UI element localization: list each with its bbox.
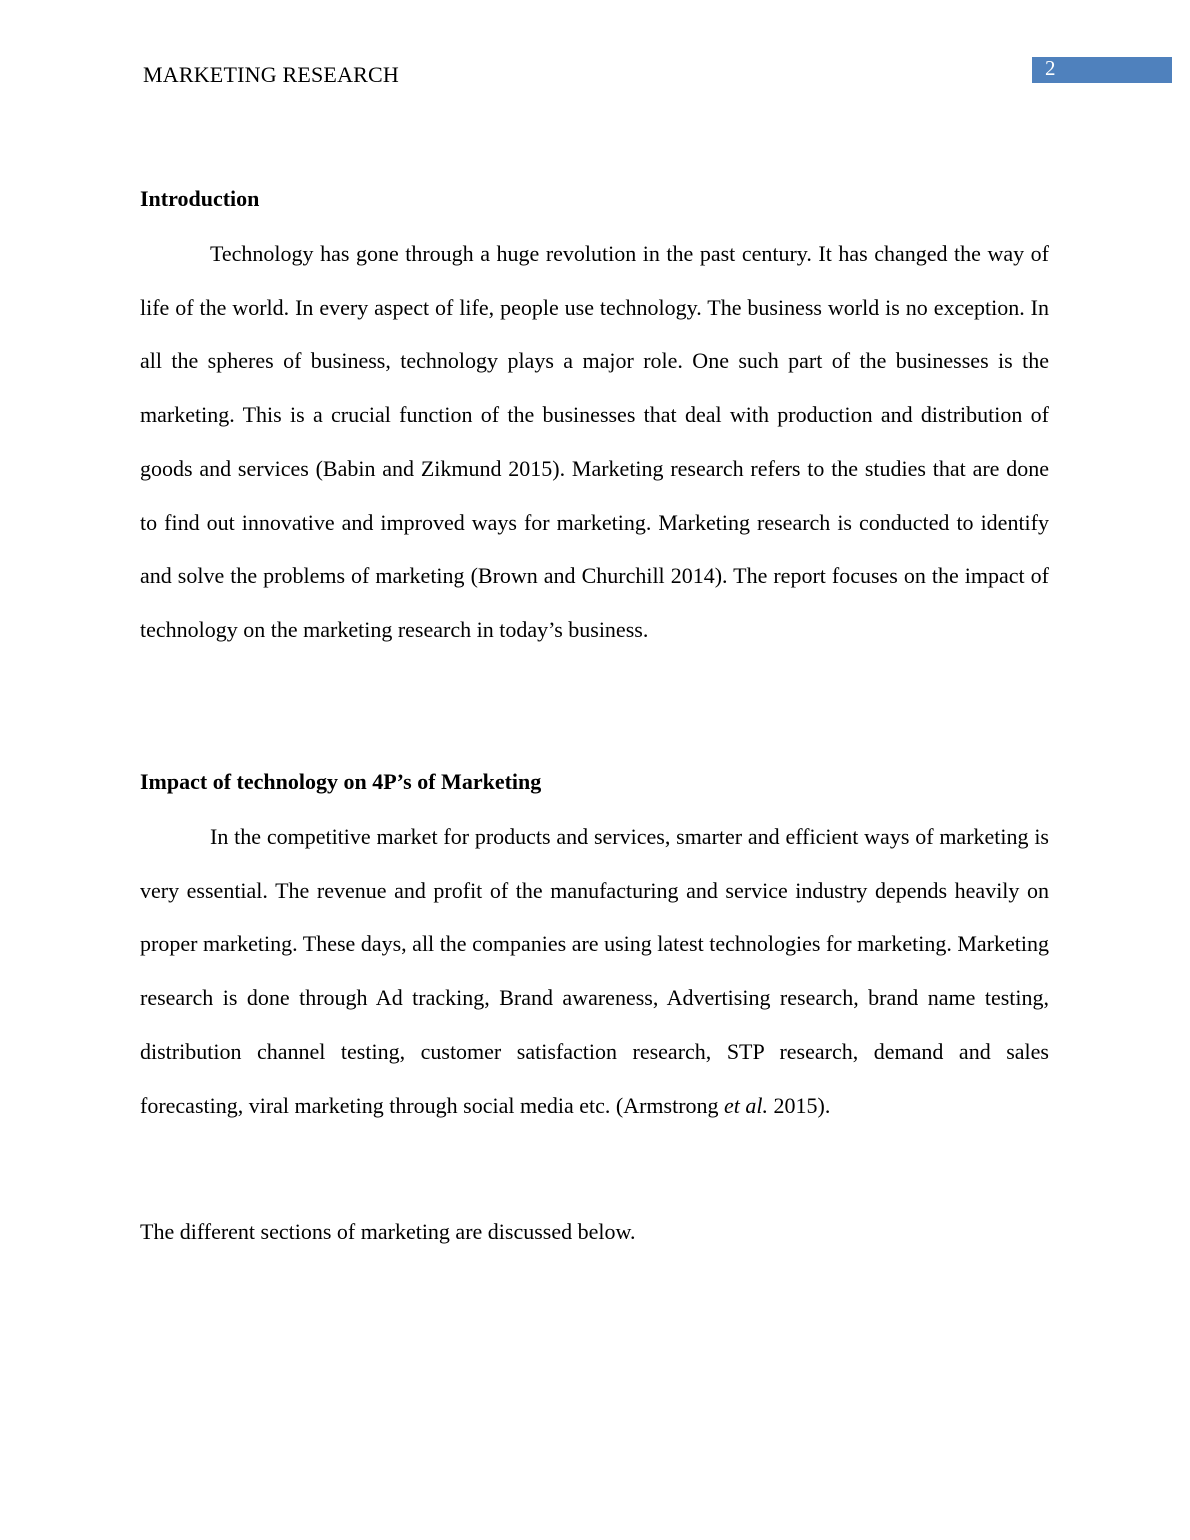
- introduction-heading: Introduction: [140, 186, 260, 211]
- introduction-paragraph: Technology has gone through a huge revolution in the past century. It has changed the way of life of the world. In every aspect of life, people use technology. The business world is no exception. In all the spheres of business, technology plays a major role. One such part of the businesses is the marketing. This is a crucial function of the businesses that deal with production and distribution of goods and services (Babin and Zikmund 2015). Marketing research refers to the studies that are done to find out innovative and improved ways for marketing. Marketing research is conducted to identify and solve the problems of marketing (Brown and Churchill 2014). The report focuses on the impact of technology on the marketing research in today’s business.: [140, 241, 1049, 642]
- page-number-badge: [1032, 57, 1172, 83]
- running-head: MARKETING RESEARCH: [143, 62, 399, 87]
- closing-section: [140, 1205, 1049, 1259]
- impact-heading: Impact of technology on 4P’s of Marketing: [140, 769, 542, 794]
- impact-paragraph: [140, 810, 1049, 1132]
- page-number: 2: [1045, 56, 1056, 80]
- citation-et-al: et al.: [724, 1092, 769, 1118]
- impact-section: [140, 810, 1049, 1132]
- introduction-section: [140, 227, 1049, 657]
- citation-year: 2015).: [773, 1092, 831, 1118]
- impact-paragraph-text: In the competitive market for products and services, smarter and efficient ways of marketing is very essential. The revenue and profit of the manufacturing and service industry depends heavily on proper marketing. These days, all the companies are using latest technologies for marketing. Marketing research is done through Ad tracking, Brand awareness, Advertising research, brand name testing, distribution channel testing, customer satisfaction research, STP research, demand and sales forecasting, viral marketing through social media etc. (Armstrong: [140, 824, 1049, 1118]
- closing-line: The different sections of marketing are discussed below.: [140, 1219, 636, 1244]
